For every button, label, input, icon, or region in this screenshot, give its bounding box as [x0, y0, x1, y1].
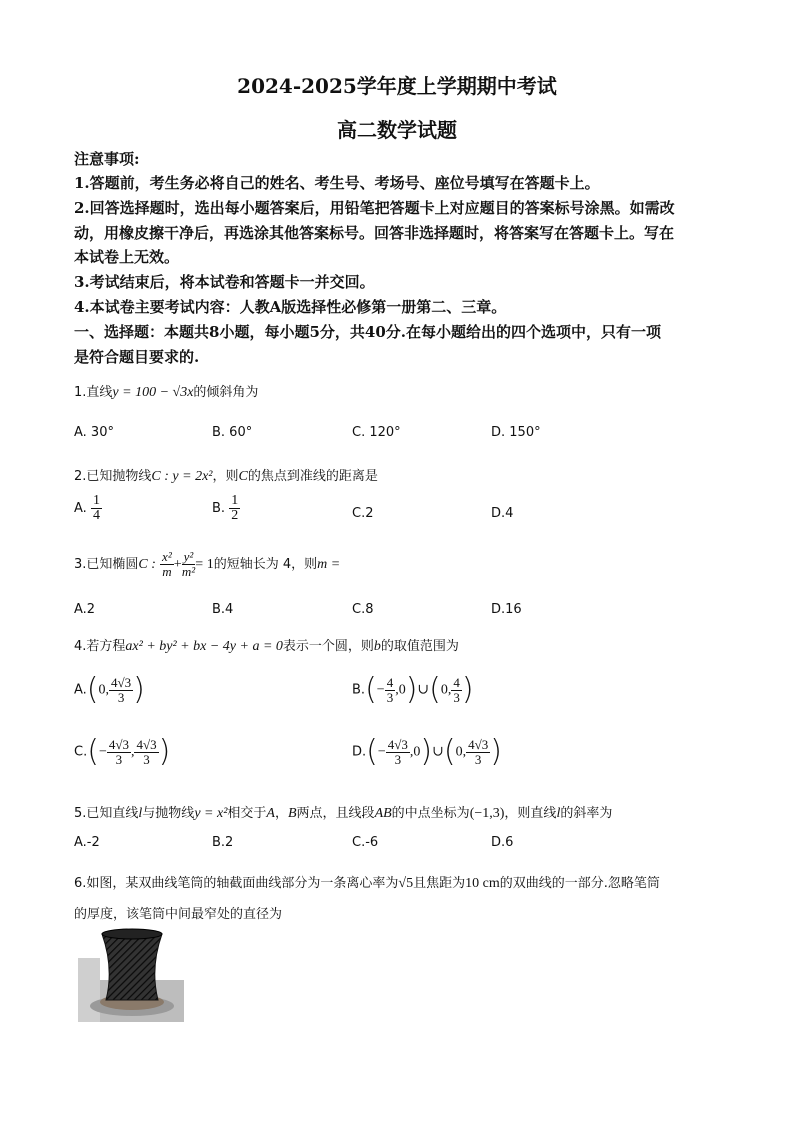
- q5-mid2: 相交于: [227, 806, 267, 821]
- q4-union: ∪: [432, 744, 444, 760]
- pen-holder-body: [102, 934, 162, 1000]
- q1-suffix: 的倾斜角为: [193, 385, 259, 400]
- q3-c: C :: [138, 557, 156, 572]
- q2-a-numerator: 1: [92, 493, 100, 508]
- q4-prefix: 4.若方程: [74, 639, 126, 654]
- q5-mid1: 与抛物线: [142, 806, 195, 821]
- q4-suffix: 的取值范围为: [380, 639, 459, 654]
- q4-denominator: 3: [394, 751, 402, 767]
- paren-left: (: [443, 734, 456, 769]
- q2-b-numerator: 1: [231, 493, 239, 508]
- q3-f1-numerator: x²: [162, 549, 172, 564]
- q4-comma: ,: [130, 744, 135, 760]
- pen-holder-rim: [102, 929, 162, 939]
- q4-denominator: 3: [115, 751, 123, 767]
- q3-prefix: 3.已知椭圆: [74, 557, 139, 572]
- q4-fraction: [107, 738, 131, 767]
- notice-item-2-line1: 2.回答选择题时，选出每小题答案后，用铅笔把答题卡上对应题目的答案标号涂黑。如需改: [74, 199, 675, 217]
- q2-c: C: [238, 469, 248, 484]
- paren-left: (: [366, 734, 378, 769]
- q4-numerator: 4: [453, 674, 460, 690]
- q3-equals: = 1: [195, 557, 214, 572]
- q5-option-c: C.-6: [352, 835, 379, 850]
- q4-option-c-label: C.: [74, 744, 88, 760]
- paren-right: ): [461, 672, 474, 707]
- q3-f2-denominator: m²: [181, 564, 196, 579]
- q3-suffix: 的短轴长为 4，则: [213, 557, 318, 572]
- q4-numerator: 4√3: [108, 736, 129, 752]
- q1-option-b: B. 60°: [212, 425, 253, 440]
- q4-fraction: [134, 738, 158, 767]
- q4-zero: 0: [98, 682, 106, 698]
- paren-right: ): [405, 672, 418, 707]
- q3-option-c: C.8: [352, 602, 374, 617]
- q2-option-d: D.4: [491, 506, 514, 521]
- q2-option-b: [212, 494, 240, 523]
- q5-option-a: A.-2: [74, 835, 100, 850]
- q3-fraction-1: [160, 550, 174, 579]
- question-2-stem: [74, 465, 378, 485]
- q5-l2: l: [556, 806, 561, 821]
- q2-prefix: 2.已知抛物线: [74, 469, 152, 484]
- q4-b: b: [373, 639, 381, 654]
- q4-numerator: 4√3: [111, 674, 132, 690]
- q2-formula: C : y = 2x²: [151, 469, 213, 484]
- q4-option-c: [74, 734, 171, 769]
- q3-fraction-2: [182, 550, 196, 579]
- q4-option-a-label: A.: [74, 682, 87, 698]
- q4-option-a: [74, 672, 145, 707]
- question-6-stem-line2: 的厚度，该笔筒中间最窄处的直径为: [74, 907, 283, 922]
- q4-minus: −: [377, 744, 386, 760]
- q2-option-a-fraction: [91, 494, 102, 523]
- q6-prefix: 6.如图，某双曲线笔筒的轴截面曲线部分为一条离心率为: [74, 876, 399, 891]
- section-heading-line2: 是符合题目要求的.: [74, 348, 200, 366]
- question-5-stem: [74, 802, 612, 822]
- paren-left: (: [365, 672, 377, 707]
- paren-left: (: [87, 734, 99, 769]
- q4-option-d-label: D.: [352, 744, 367, 760]
- q5-point-b: B: [287, 806, 297, 821]
- paren-left: (: [86, 672, 99, 707]
- q2-option-a-label: A.: [74, 501, 87, 516]
- q3-f2-numerator: y²: [183, 549, 194, 564]
- q5-mid3: 两点，且线段: [296, 806, 375, 821]
- q2-mid: ，则: [212, 469, 239, 484]
- q4-minus: −: [98, 744, 107, 760]
- q4-comma: ,: [462, 744, 467, 760]
- q5-mid5: ，则直线: [504, 806, 557, 821]
- q6-mid: 且焦距为: [413, 876, 466, 891]
- q5-l: l: [138, 806, 143, 821]
- paren-right: ): [133, 672, 145, 707]
- q4-fraction: [386, 738, 410, 767]
- q4-option-d: [352, 734, 502, 769]
- q4-mid: 表示一个圆，则: [282, 639, 374, 654]
- q1-prefix: 1.直线: [74, 385, 113, 400]
- q1-option-a: A. 30°: [74, 425, 114, 440]
- q6-focal-length: 10 cm: [465, 876, 500, 891]
- q4-option-b-label: B.: [352, 682, 366, 698]
- q3-f1-denominator: m: [162, 564, 172, 579]
- pen-holder-image: [78, 928, 184, 1022]
- q4-denominator: 3: [386, 689, 394, 705]
- paren-right: ): [420, 734, 433, 769]
- q4-denominator: 3: [143, 751, 150, 767]
- exam-subtitle: 高二数学试题: [337, 118, 457, 142]
- q5-option-d: D.6: [491, 835, 514, 850]
- q5-sep: ，: [274, 806, 288, 821]
- q3-m: m =: [317, 557, 341, 572]
- q4-denominator: 3: [117, 689, 125, 705]
- q4-numerator: 4√3: [468, 736, 489, 752]
- q4-zero: 0: [455, 744, 463, 760]
- notice-item-4: 4.本试卷主要考试内容：人教A版选择性必修第一册第二、三章。: [74, 298, 507, 316]
- notice-heading: 注意事项:: [74, 150, 140, 168]
- question-1-stem: [74, 381, 258, 401]
- q5-option-b: B.2: [212, 835, 234, 850]
- q1-formula: y = 100 − √3x: [112, 385, 194, 400]
- q2-option-b-fraction: [229, 494, 240, 523]
- q4-numerator: 4√3: [387, 736, 408, 752]
- paren-right: ): [490, 734, 502, 769]
- q5-segment-ab: AB: [374, 806, 392, 821]
- q4-zero: 0: [413, 744, 421, 760]
- q1-option-c: C. 120°: [352, 425, 401, 440]
- q4-comma: ,: [105, 682, 110, 698]
- q4-option-b: [352, 672, 474, 707]
- q4-comma: ,: [409, 744, 414, 760]
- q6-suffix: 的双曲线的一部分.忽略笔筒: [499, 876, 660, 891]
- q4-formula: ax² + by² + bx − 4y + a = 0: [125, 639, 283, 654]
- q4-denominator: 3: [474, 751, 482, 767]
- notice-item-2-line3: 本试卷上无效。: [74, 248, 180, 266]
- q5-mid4: 的中点坐标为: [391, 806, 470, 821]
- q4-denominator: 3: [453, 689, 460, 705]
- q3-option-d: D.16: [491, 602, 522, 617]
- q2-option-a: [74, 494, 102, 523]
- notice-item-3: 3.考试结束后，将本试卷和答题卡一并交回。: [74, 273, 375, 291]
- q4-fraction: [109, 676, 133, 705]
- q2-option-b-label: B.: [212, 501, 226, 516]
- q4-comma: ,: [395, 682, 399, 698]
- q4-numerator: 4√3: [136, 736, 157, 752]
- q4-fraction: [466, 738, 490, 767]
- q3-plus: +: [173, 557, 182, 572]
- q4-comma: ,: [447, 682, 452, 698]
- q5-formula: y = x²: [194, 806, 228, 821]
- q5-suffix: 的斜率为: [560, 806, 613, 821]
- notice-item-1: 1.答题前，考生务必将自己的姓名、考生号、考场号、座位号填写在答题卡上。: [74, 174, 600, 192]
- q5-point-a: A: [266, 806, 275, 821]
- section-heading-line1: 一、选择题：本题共8小题，每小题5分，共40分.在每小题给出的四个选项中，只有一项: [74, 323, 661, 341]
- q4-fraction: [451, 676, 462, 705]
- paren-right: ): [158, 734, 171, 769]
- q2-suffix: 的焦点到准线的距离是: [247, 469, 378, 484]
- q6-sqrt5: √5: [398, 876, 414, 891]
- q5-midpoint: (−1,3): [469, 806, 505, 821]
- question-4-stem: [74, 635, 459, 655]
- pen-holder-svg: [78, 928, 184, 1022]
- q5-prefix: 5.已知直线: [74, 806, 139, 821]
- exam-title: 2024-2025学年度上学期期中考试: [237, 74, 557, 98]
- q4-zero: 0: [440, 682, 448, 698]
- paren-left: (: [429, 672, 441, 707]
- question-3-stem: [74, 550, 340, 579]
- q4-union: ∪: [417, 682, 430, 698]
- q4-fraction: [385, 676, 396, 705]
- notice-item-2-line2: 动，用橡皮擦干净后，再选涂其他答案标号。回答非选择题时，将答案写在答题卡上。写在: [74, 224, 675, 242]
- q2-option-c: C.2: [352, 506, 374, 521]
- q3-option-a: A.2: [74, 602, 96, 617]
- q2-b-denominator: 2: [231, 508, 239, 523]
- q2-a-denominator: 4: [92, 508, 100, 523]
- question-6-stem-line1: [74, 872, 660, 892]
- q4-zero: 0: [398, 682, 406, 698]
- q4-minus: −: [376, 682, 385, 698]
- q4-numerator: 4: [386, 674, 394, 690]
- q3-option-b: B.4: [212, 602, 234, 617]
- q1-option-d: D. 150°: [491, 425, 541, 440]
